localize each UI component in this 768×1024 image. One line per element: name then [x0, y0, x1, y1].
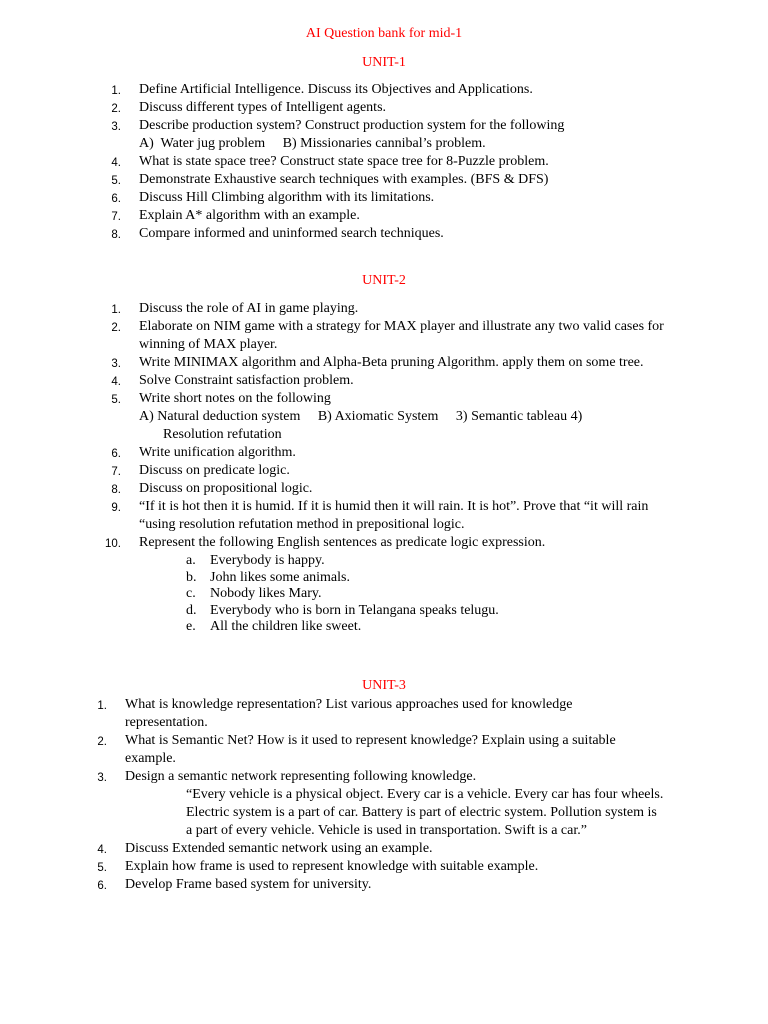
item-number: 2.: [111, 103, 121, 115]
predicate-sentences-list: [139, 553, 686, 636]
list-item: [97, 876, 652, 894]
list-item: [111, 225, 631, 243]
item-number: 1.: [97, 700, 107, 712]
item-subtext: A) Water jug problem B) Missionaries cannibal’s problem.: [139, 136, 486, 151]
item-text: Write short notes on the following: [139, 391, 331, 406]
unit2-heading: UNIT-2: [362, 273, 406, 288]
item-text: Demonstrate Exhaustive search techniques with examples. (BFS & DFS): [139, 172, 549, 187]
item-text: Discuss different types of Intelligent agents.: [139, 100, 387, 115]
item-text: Discuss the role of AI in game playing.: [139, 301, 359, 316]
item-text: Compare informed and uninformed search techniques.: [139, 226, 444, 241]
item-text: Describe production system? Construct production system for the following: [139, 118, 565, 133]
item-number: 6.: [97, 880, 107, 892]
list-item: [186, 553, 686, 570]
item-number: 4.: [111, 376, 121, 388]
item-text: Solve Constraint satisfaction problem.: [139, 373, 354, 388]
item-number: 5.: [97, 862, 107, 874]
item-subtext: A) Natural deduction system B) Axiomatic System 3) Semantic tableau 4): [139, 409, 583, 424]
subitem-label: e.: [186, 619, 196, 634]
subitem-text: Everybody is happy.: [210, 553, 325, 568]
item-text: Write MINIMAX algorithm and Alpha-Beta pruning Algorithm. apply them on some tree.: [139, 355, 644, 370]
item-number: 8.: [111, 229, 121, 241]
list-item: [111, 462, 686, 480]
list-item: [97, 696, 652, 732]
item-text: Explain A* algorithm with an example.: [139, 208, 360, 223]
item-number: 1.: [111, 304, 121, 316]
list-item: [97, 858, 652, 876]
item-text: What is knowledge representation? List various approaches used for knowledge representation.: [125, 697, 573, 730]
item-text: Define Artificial Intelligence. Discuss its Objectives and Applications.: [139, 82, 533, 97]
item-text: Explain how frame is used to represent knowledge with suitable example.: [125, 859, 539, 874]
item-number: 4.: [97, 844, 107, 856]
item-number: 4.: [111, 157, 121, 169]
subitem-label: a.: [186, 553, 196, 568]
item-text: Discuss on predicate logic.: [139, 463, 290, 478]
knowledge-quote: “Every vehicle is a physical object. Every car is a vehicle. Every car has four wheels. Electric system is a part of car. Battery is part of electric system. Pollution system is a part of every vehicle. Vehicle is used in transportation. Swift is a car.”: [186, 787, 664, 838]
list-item: [111, 99, 631, 117]
list-item: [186, 570, 686, 587]
list-item: [111, 300, 686, 318]
item-number: 9.: [111, 502, 121, 514]
list-item: [111, 444, 686, 462]
item-number: 2.: [97, 736, 107, 748]
list-item: [111, 480, 686, 498]
list-item: [186, 586, 686, 603]
list-item: [111, 390, 686, 444]
subitem-text: John likes some animals.: [210, 569, 350, 585]
list-item: [97, 768, 664, 840]
unit3-question-list: [97, 696, 664, 894]
unit3-heading: UNIT-3: [362, 678, 406, 693]
item-text: Discuss Hill Climbing algorithm with its limitations.: [139, 190, 435, 205]
item-number: 6.: [111, 448, 121, 460]
list-item: [186, 603, 686, 620]
list-item: [111, 207, 631, 225]
item-number: 1.: [111, 85, 121, 97]
item-text: Design a semantic network representing following knowledge.: [125, 769, 477, 784]
list-item: [111, 498, 686, 534]
item-number: 5.: [111, 175, 121, 187]
list-item: [111, 117, 631, 153]
item-text: What is Semantic Net? How is it used to represent knowledge? Explain using a suitable example.: [125, 733, 616, 766]
item-text: “If it is hot then it is humid. If it is humid then it will rain. It is hot”. Prove that “it will rain “using resolution refutation method in prepositional logic.: [139, 499, 649, 532]
item-number: 7.: [111, 466, 121, 478]
item-number: 6.: [111, 193, 121, 205]
list-item: [111, 354, 686, 372]
item-number: 3.: [111, 358, 121, 370]
item-text: Discuss on propositional logic.: [139, 481, 313, 496]
subitem-text: Nobody likes Mary.: [210, 586, 322, 601]
subitem-label: d.: [186, 602, 197, 618]
item-text: Discuss Extended semantic network using an example.: [125, 841, 433, 856]
item-text: Represent the following English sentences as predicate logic expression.: [139, 535, 546, 550]
item-number: 10.: [105, 538, 121, 550]
list-item: [111, 189, 631, 207]
item-number: 3.: [111, 121, 121, 133]
list-item: [111, 171, 631, 189]
item-number: 8.: [111, 484, 121, 496]
list-item: [111, 372, 686, 390]
item-text: What is state space tree? Construct state space tree for 8-Puzzle problem.: [139, 154, 549, 169]
item-number: 3.: [97, 772, 107, 784]
item-text: Write unification algorithm.: [139, 445, 296, 460]
list-item: [111, 153, 631, 171]
list-item: [186, 619, 686, 636]
list-item: [105, 534, 686, 636]
subitem-label: b.: [186, 569, 197, 585]
item-number: 5.: [111, 394, 121, 406]
item-subtext: Resolution refutation: [163, 427, 282, 442]
item-text: Develop Frame based system for university.: [125, 877, 372, 892]
subitem-text: Everybody who is born in Telangana speaks telugu.: [210, 602, 499, 618]
item-number: 7.: [111, 211, 121, 223]
list-item: [111, 81, 631, 99]
list-item: [111, 318, 686, 354]
unit2-question-list: [105, 300, 686, 636]
unit1-heading: UNIT-1: [362, 55, 406, 70]
item-text: Elaborate on NIM game with a strategy for MAX player and illustrate any two valid cases for winning of MAX player.: [139, 319, 664, 352]
subitem-text: All the children like sweet.: [210, 619, 362, 634]
unit1-question-list: [111, 81, 631, 243]
list-item: [97, 732, 652, 768]
item-number: 2.: [111, 322, 121, 334]
subitem-label: c.: [186, 586, 196, 601]
document-title: AI Question bank for mid-1: [305, 26, 463, 41]
list-item: [97, 840, 652, 858]
